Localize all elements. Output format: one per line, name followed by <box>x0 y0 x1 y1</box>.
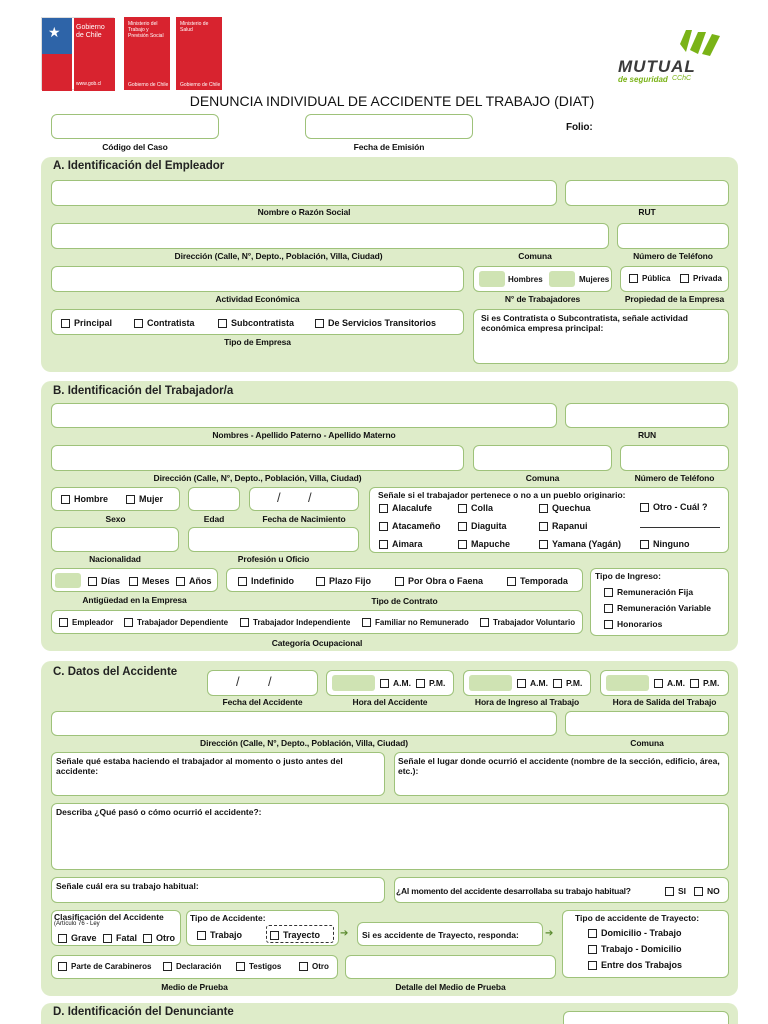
temporada-checkbox[interactable] <box>507 576 568 586</box>
servicios-transitorios-checkbox[interactable] <box>315 318 436 328</box>
empleador-direccion-label: Dirección (Calle, N°, Depto., Población, Villa, Ciudad) <box>174 251 383 261</box>
fatal-box[interactable] <box>103 934 112 943</box>
trabajo-checkbox[interactable] <box>197 930 242 940</box>
contratista-checkbox[interactable] <box>134 318 195 328</box>
detalle-medio-input[interactable] <box>345 955 556 979</box>
entre-trabajos-checkbox[interactable] <box>588 960 682 970</box>
gov-line-2: de Chile <box>76 32 102 39</box>
fatal-checkbox[interactable] <box>103 933 137 943</box>
mujeres-label: Mujeres <box>579 275 610 284</box>
pueblo-atacameno-checkbox[interactable] <box>379 521 441 531</box>
pueblo-otro-checkbox[interactable] <box>640 502 708 512</box>
mutual-tagline: de seguridad <box>618 75 668 84</box>
desarrollaba-si-label: SI <box>678 886 687 896</box>
dependiente-label: Trabajador Dependiente <box>137 618 229 627</box>
mapuche-label: Mapuche <box>471 539 511 549</box>
hora-salida-pm-box[interactable] <box>690 679 699 688</box>
hora-accidente-pm-box[interactable] <box>416 679 425 688</box>
remuneracion-variable-checkbox[interactable] <box>604 603 711 613</box>
date-slash-2: / <box>308 490 312 505</box>
independiente-box[interactable] <box>240 618 249 627</box>
empleador-telefono-label: Número de Teléfono <box>633 251 713 261</box>
alacalufe-label: Alacalufe <box>392 503 433 513</box>
gov-line-1: Gobierno <box>76 24 105 31</box>
atacameno-box[interactable] <box>379 522 388 531</box>
categoria-label: Categoría Ocupacional <box>271 638 363 648</box>
pueblo-question: Señale si el trabajador pertenece o no a un pueblo originario: <box>378 490 626 500</box>
desarrollaba-si-checkbox[interactable] <box>665 886 686 896</box>
profesion-label: Profesión u Oficio <box>237 554 310 564</box>
clasificacion-label: Clasificación del Accidente <box>54 912 164 922</box>
antiguedad-label: Antigüedad en la Empresa <box>82 595 187 605</box>
nacionalidad-label: Nacionalidad <box>89 554 141 564</box>
gobierno-de-chile-logo <box>41 17 114 90</box>
trabajo-box[interactable] <box>197 931 206 940</box>
diaguita-label: Diaguita <box>471 521 507 531</box>
arrow-icon: ➔ <box>340 928 349 939</box>
domicilio-trabajo-checkbox[interactable] <box>588 928 682 938</box>
meses-checkbox[interactable] <box>129 576 170 586</box>
otro-pueblo-line[interactable] <box>640 527 720 528</box>
hora-salida-am-label: A.M. <box>667 678 685 688</box>
ministry2-foot: Gobierno de Chile <box>180 82 221 88</box>
pueblo-quechua-checkbox[interactable] <box>539 503 591 513</box>
meses-label: Meses <box>142 576 170 586</box>
codigo-caso-label: Código del Caso <box>102 142 168 152</box>
subcontratista-box[interactable] <box>218 319 227 328</box>
alacalufe-box[interactable] <box>379 504 388 513</box>
tipo-trayecto-label: Tipo de accidente de Trayecto: <box>575 913 700 923</box>
hora-ingreso-am-box[interactable] <box>517 679 526 688</box>
colla-box[interactable] <box>458 504 467 513</box>
desarrollaba-label: ¿Al momento del accidente desarrollaba su trabajo habitual? <box>396 886 631 896</box>
hora-salida-label: Hora de Salida del Trabajo <box>612 697 717 707</box>
trayecto-checkbox[interactable] <box>270 930 320 940</box>
sexo-label: Sexo <box>105 514 126 524</box>
grave-checkbox[interactable] <box>58 933 97 943</box>
medio-prueba-label: Medio de Prueba <box>161 982 228 992</box>
page-title: DENUNCIA INDIVIDUAL DE ACCIDENTE DEL TRABAJO (DIAT) <box>189 93 595 109</box>
pueblo-rapanui-checkbox[interactable] <box>539 521 588 531</box>
denunciante-input[interactable] <box>563 1011 729 1024</box>
yamana-label: Yamana (Yagán) <box>552 539 622 549</box>
testigos-box[interactable] <box>236 962 245 971</box>
mujeres-count-input[interactable] <box>549 271 575 287</box>
run-input[interactable] <box>565 403 729 428</box>
hora-ingreso-input[interactable] <box>469 675 512 691</box>
independiente-checkbox[interactable] <box>240 618 350 627</box>
empleador-box[interactable] <box>59 618 68 627</box>
lugar-label: Señale el lugar donde ocurrió el accidente (nombre de la sección, edificio, área, etc.): <box>398 756 720 776</box>
fecha-accidente-label: Fecha del Accidente <box>222 697 303 707</box>
declaracion-box[interactable] <box>163 962 172 971</box>
hora-ingreso-am-label: A.M. <box>530 678 548 688</box>
diaguita-box[interactable] <box>458 522 467 531</box>
obra-faena-box[interactable] <box>395 577 404 586</box>
trayecto-label: Trayecto <box>283 930 321 940</box>
empleador-direccion-input[interactable] <box>51 223 609 249</box>
plazo-fijo-label: Plazo Fijo <box>329 576 372 586</box>
familiar-checkbox[interactable] <box>362 618 469 627</box>
date-slash-3: / <box>236 674 240 689</box>
hora-accidente-pm[interactable] <box>416 678 445 688</box>
actividad-principal-note: Si es Contratista o Subcontratista, señale actividad económica empresa principal: <box>481 313 688 333</box>
contratista-label: Contratista <box>147 318 195 328</box>
plazo-fijo-checkbox[interactable] <box>316 576 371 586</box>
section-c-title: C. Datos del Accidente <box>53 666 178 678</box>
accidente-direccion-input[interactable] <box>51 711 557 736</box>
ninguno-label: Ninguno <box>653 539 690 549</box>
entre-trabajos-label: Entre dos Trabajos <box>601 960 683 970</box>
privada-checkbox[interactable] <box>680 274 722 283</box>
dias-checkbox[interactable] <box>88 576 120 586</box>
trabajo-domicilio-box[interactable] <box>588 945 597 954</box>
hora-ingreso-label: Hora de Ingreso al Trabajo <box>474 697 580 707</box>
principal-box[interactable] <box>61 319 70 328</box>
declaracion-label: Declaración <box>176 962 222 971</box>
trayecto-box[interactable] <box>270 931 279 940</box>
trabajo-habitual-label: Señale cuál era su trabajo habitual: <box>56 881 199 891</box>
section-a-title: A. Identificación del Empleador <box>53 160 225 172</box>
hora-ingreso-pm[interactable] <box>553 678 582 688</box>
profesion-input[interactable] <box>188 527 359 552</box>
otro-medio-checkbox[interactable] <box>299 962 329 971</box>
declaracion-checkbox[interactable] <box>163 962 221 971</box>
pueblo-diaguita-checkbox[interactable] <box>458 521 507 531</box>
folio-label: Folio: <box>566 122 593 133</box>
privada-label: Privada <box>693 274 722 283</box>
ministerio-salud-logo <box>176 17 222 90</box>
ministerio-trabajo-logo <box>124 17 170 90</box>
ministry1-text: Ministerio del Trabajo y Previsión Social <box>128 21 164 39</box>
hombre-checkbox[interactable] <box>61 494 108 504</box>
otro-clasif-checkbox[interactable] <box>143 933 175 943</box>
indefinido-checkbox[interactable] <box>238 576 294 586</box>
hora-salida-pm[interactable] <box>690 678 719 688</box>
testigos-label: Testigos <box>249 962 282 971</box>
aimara-box[interactable] <box>379 540 388 549</box>
razon-social-label: Nombre o Razón Social <box>257 207 351 217</box>
fecha-emision-label: Fecha de Emisión <box>353 142 425 152</box>
servicios-transitorios-label: De Servicios Transitorios <box>328 318 437 328</box>
hombre-label: Hombre <box>74 494 109 504</box>
detalle-medio-label: Detalle del Medio de Prueba <box>395 982 506 992</box>
pueblo-yamana-checkbox[interactable] <box>539 539 621 549</box>
honorarios-label: Honorarios <box>617 619 663 629</box>
publica-box[interactable] <box>629 274 638 283</box>
trabajador-nombres-input[interactable] <box>51 403 557 428</box>
mapuche-box[interactable] <box>458 540 467 549</box>
desarrollaba-no-checkbox[interactable] <box>694 886 720 896</box>
temporada-box[interactable] <box>507 577 516 586</box>
grave-box[interactable] <box>58 934 67 943</box>
hombres-label: Hombres <box>508 275 543 284</box>
desarrollaba-no-box[interactable] <box>694 887 703 896</box>
empleador-checkbox[interactable] <box>59 618 113 627</box>
hora-ingreso-pm-box[interactable] <box>553 679 562 688</box>
otro-pueblo-label: Otro - Cuál ? <box>653 502 708 512</box>
anos-box[interactable] <box>176 577 185 586</box>
obra-faena-checkbox[interactable] <box>395 576 483 586</box>
empleador-comuna-label: Comuna <box>518 251 552 261</box>
otro-clasif-label: Otro <box>156 933 175 943</box>
pueblo-colla-checkbox[interactable] <box>458 503 493 513</box>
aimara-label: Aimara <box>392 539 423 549</box>
hora-salida-am-box[interactable] <box>654 679 663 688</box>
otro-medio-box[interactable] <box>299 962 308 971</box>
hora-accidente-pm-label: P.M. <box>429 678 446 688</box>
hora-accidente-am[interactable] <box>380 678 411 688</box>
remuneracion-fija-checkbox[interactable] <box>604 587 693 597</box>
entre-trabajos-box[interactable] <box>588 961 597 970</box>
principal-checkbox[interactable] <box>61 318 112 328</box>
rut-input[interactable] <box>565 180 729 206</box>
hora-salida-pm-label: P.M. <box>703 678 720 688</box>
hombre-box[interactable] <box>61 495 70 504</box>
ninguno-box[interactable] <box>640 540 649 549</box>
star-icon: ★ <box>48 24 61 40</box>
gov-url: www.gob.cl <box>76 81 102 87</box>
anos-label: Años <box>189 576 212 586</box>
temporada-label: Temporada <box>520 576 568 586</box>
pueblo-ninguno-checkbox[interactable] <box>640 539 690 549</box>
hora-accidente-am-box[interactable] <box>380 679 389 688</box>
dias-box[interactable] <box>88 577 97 586</box>
voluntario-label: Trabajador Voluntario <box>493 618 576 627</box>
trabajo-domicilio-label: Trabajo - Domicilio <box>601 944 682 954</box>
publica-checkbox[interactable] <box>629 274 670 283</box>
remuneracion-variable-box[interactable] <box>604 604 613 613</box>
accidente-comuna-label: Comuna <box>630 738 664 748</box>
carabineros-box[interactable] <box>58 962 67 971</box>
familiar-label: Familiar no Remunerado <box>375 618 469 627</box>
mutual-logo <box>616 28 744 88</box>
privada-box[interactable] <box>680 274 689 283</box>
actividad-economica-label: Actividad Económica <box>215 294 300 304</box>
describa-label: Describa ¿Qué pasó o cómo ocurrió el accidente?: <box>56 807 262 817</box>
dias-label: Días <box>101 576 121 586</box>
quechua-box[interactable] <box>539 504 548 513</box>
independiente-label: Trabajador Independiente <box>253 618 351 627</box>
empleador-telefono-input[interactable] <box>617 223 729 249</box>
otro-medio-label: Otro <box>312 962 329 971</box>
otro-clasif-box[interactable] <box>143 934 152 943</box>
run-label: RUN <box>637 430 657 440</box>
domicilio-trabajo-box[interactable] <box>588 929 597 938</box>
antiguedad-input[interactable] <box>55 573 81 588</box>
voluntario-checkbox[interactable] <box>480 618 575 627</box>
trabajo-domicilio-checkbox[interactable] <box>588 944 682 954</box>
actividad-economica-input[interactable] <box>51 266 464 292</box>
subcontratista-label: Subcontratista <box>231 318 295 328</box>
pueblo-mapuche-checkbox[interactable] <box>458 539 510 549</box>
tipo-empresa-label: Tipo de Empresa <box>224 337 291 347</box>
edad-label: Edad <box>203 514 225 524</box>
si-trayecto-label: Si es accidente de Trayecto, responda: <box>362 930 519 940</box>
fecha-accidente-input[interactable] <box>207 670 318 696</box>
fecha-nacimiento-input[interactable] <box>249 487 359 511</box>
section-d-title: D. Identificación del Denunciante <box>53 1006 234 1018</box>
razon-social-input[interactable] <box>51 180 557 206</box>
empleador-label: Empleador <box>72 618 114 627</box>
voluntario-box[interactable] <box>480 618 489 627</box>
date-slash-4: / <box>268 674 272 689</box>
rut-label: RUT <box>638 207 656 217</box>
mujer-box[interactable] <box>126 495 135 504</box>
fatal-label: Fatal <box>116 933 138 943</box>
anos-checkbox[interactable] <box>176 576 212 586</box>
accidente-direccion-label: Dirección (Calle, N°, Depto., Población, Villa, Ciudad) <box>200 738 408 748</box>
dependiente-box[interactable] <box>124 618 133 627</box>
testigos-checkbox[interactable] <box>236 962 281 971</box>
atacameno-label: Atacameño <box>392 521 441 531</box>
subcontratista-checkbox[interactable] <box>218 318 294 328</box>
hora-ingreso-am[interactable] <box>517 678 548 688</box>
haciendo-label: Señale qué estaba haciendo el trabajador al momento o justo antes del accidente: <box>56 756 343 776</box>
dependiente-checkbox[interactable] <box>124 618 228 627</box>
obra-faena-label: Por Obra o Faena <box>408 576 484 586</box>
familiar-box[interactable] <box>362 618 371 627</box>
fecha-emision-input[interactable] <box>305 114 473 139</box>
ministry2-text: Ministerio de Salud <box>180 21 209 33</box>
hora-accidente-am-label: A.M. <box>393 678 411 688</box>
trabajador-comuna-label: Comuna <box>525 473 560 483</box>
fecha-nacimiento-label: Fecha de Nacimiento <box>262 514 346 524</box>
remuneracion-fija-box[interactable] <box>604 588 613 597</box>
edad-input[interactable] <box>188 487 240 511</box>
hora-ingreso-pm-label: P.M. <box>566 678 583 688</box>
ministry1-foot: Gobierno de Chile <box>128 82 169 88</box>
mutual-cchc: CChC <box>672 75 692 82</box>
meses-box[interactable] <box>129 577 138 586</box>
hora-salida-am[interactable] <box>654 678 685 688</box>
trabajo-label: Trabajo <box>210 930 243 940</box>
section-b-title: B. Identificación del Trabajador/a <box>53 385 234 397</box>
plazo-fijo-box[interactable] <box>316 577 325 586</box>
grave-label: Grave <box>71 933 97 943</box>
carabineros-checkbox[interactable] <box>58 962 151 971</box>
hora-accidente-label: Hora del Accidente <box>352 697 428 707</box>
otro-pueblo-box[interactable] <box>640 503 649 512</box>
mujer-checkbox[interactable] <box>126 494 163 504</box>
servicios-transitorios-box[interactable] <box>315 319 324 328</box>
accidente-comuna-input[interactable] <box>565 711 729 736</box>
trabajador-nombres-label: Nombres - Apellido Paterno - Apellido Materno <box>212 430 396 440</box>
honorarios-checkbox[interactable] <box>604 619 662 629</box>
hombres-count-input[interactable] <box>479 271 505 287</box>
trabajador-comuna-input[interactable] <box>473 445 612 471</box>
contratista-box[interactable] <box>134 319 143 328</box>
tipo-accidente-label: Tipo de Accidente: <box>190 913 266 923</box>
propiedad-label: Propiedad de la Empresa <box>624 294 725 304</box>
desarrollaba-si-box[interactable] <box>665 887 674 896</box>
mutual-brand: MUTUAL <box>618 57 696 76</box>
yamana-box[interactable] <box>539 540 548 549</box>
pueblo-aimara-checkbox[interactable] <box>379 539 423 549</box>
codigo-caso-input[interactable] <box>51 114 219 139</box>
quechua-label: Quechua <box>552 503 591 513</box>
desarrollaba-no-label: NO <box>707 886 720 896</box>
trabajador-direccion-input[interactable] <box>51 445 464 471</box>
rapanui-label: Rapanui <box>552 521 588 531</box>
remuneracion-variable-label: Remuneración Variable <box>617 603 712 613</box>
hora-accidente-input[interactable] <box>332 675 375 691</box>
indefinido-box[interactable] <box>238 577 247 586</box>
arrow-icon-2: ➔ <box>545 928 554 939</box>
trabajador-telefono-input[interactable] <box>620 445 729 471</box>
indefinido-label: Indefinido <box>251 576 294 586</box>
publica-label: Pública <box>642 274 671 283</box>
honorarios-box[interactable] <box>604 620 613 629</box>
tipo-contrato-label: Tipo de Contrato <box>371 596 438 606</box>
tipo-ingreso-title: Tipo de Ingreso: <box>595 571 661 581</box>
mujer-label: Mujer <box>139 494 164 504</box>
domicilio-trabajo-label: Domicilio - Trabajo <box>601 928 682 938</box>
carabineros-label: Parte de Carabineros <box>71 962 152 971</box>
hora-salida-input[interactable] <box>606 675 649 691</box>
trabajador-telefono-label: Número de Teléfono <box>634 473 715 483</box>
date-slash-1: / <box>277 490 281 505</box>
remuneracion-fija-label: Remuneración Fija <box>617 587 694 597</box>
articulo-note: (Artículo 76 - Ley <box>54 921 100 927</box>
nacionalidad-input[interactable] <box>51 527 179 552</box>
colla-label: Colla <box>471 503 494 513</box>
pueblo-alacalufe-checkbox[interactable] <box>379 503 432 513</box>
n-trabajadores-label: N° de Trabajadores <box>504 294 581 304</box>
principal-label: Principal <box>74 318 113 328</box>
rapanui-box[interactable] <box>539 522 548 531</box>
trabajador-direccion-label: Dirección (Calle, N°, Depto., Población, Villa, Ciudad) <box>153 473 362 483</box>
